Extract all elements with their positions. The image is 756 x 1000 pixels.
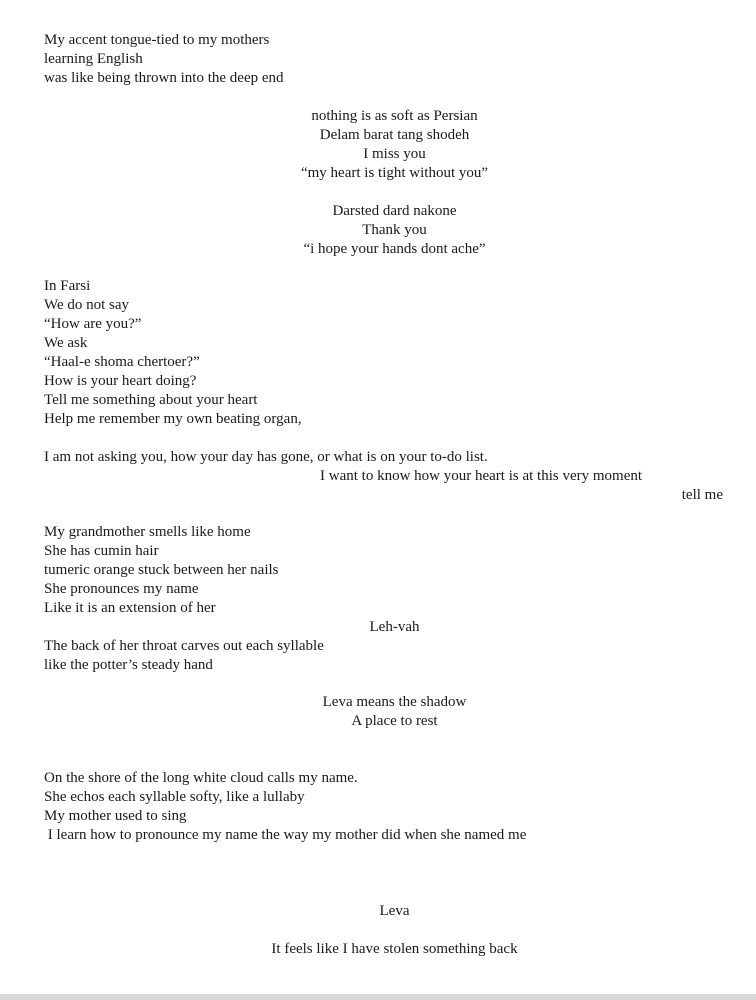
poem-line: “i hope your hands dont ache” — [303, 241, 486, 257]
page-bottom-edge — [0, 994, 756, 1000]
poem-line: I learn how to pronounce my name the way my mother did when she named me — [44, 827, 527, 843]
poem-line: learning English — [44, 51, 143, 67]
poem-line: My accent tongue-tied to my mothers — [44, 32, 270, 48]
poem-line: Tell me something about your heart — [44, 392, 258, 408]
poem-line: I miss you — [363, 146, 426, 162]
poem-line: How is your heart doing? — [44, 373, 197, 389]
poem-line: She has cumin hair — [44, 543, 159, 559]
poem-line: Leva means the shadow — [322, 694, 467, 710]
poem-line: She echos each syllable softy, like a lullaby — [44, 789, 305, 805]
poem-line: A place to rest — [351, 713, 438, 729]
poem-line: The back of her throat carves out each syllable — [44, 638, 324, 654]
poem-line: I am not asking you, how your day has gone, or what is on your to-do list. — [44, 449, 488, 465]
poem-line: In Farsi — [44, 278, 91, 294]
poem-line: tell me — [681, 487, 723, 503]
poem-line: My mother used to sing — [44, 808, 187, 824]
poem-line: like the potter’s steady hand — [44, 657, 213, 673]
poem-line: I want to know how your heart is at this very moment — [320, 468, 643, 484]
poem-line: It feels like I have stolen something back — [271, 941, 518, 957]
poem-line: My grandmother smells like home — [44, 524, 251, 540]
poem-line: Darsted dard nakone — [332, 203, 457, 219]
poem-line: Like it is an extension of her — [44, 600, 216, 616]
poem-line: nothing is as soft as Persian — [311, 108, 478, 124]
poem-line: She pronounces my name — [44, 581, 199, 597]
poem-line: tumeric orange stuck between her nails — [44, 562, 279, 578]
poem-line: We do not say — [44, 297, 130, 313]
poem-line: Help me remember my own beating organ, — [44, 411, 302, 427]
poem-line: Leva — [379, 903, 410, 919]
poem-line: On the shore of the long white cloud calls my name. — [44, 770, 358, 786]
poem-line: Leh-vah — [369, 619, 420, 635]
poem-line: Thank you — [362, 222, 427, 238]
poem-line: “Haal-e shoma chertoer?” — [44, 354, 200, 370]
poem-line: Delam barat tang shodeh — [319, 127, 470, 143]
poem-line: was like being thrown into the deep end — [44, 70, 284, 86]
poem-line: We ask — [44, 335, 88, 351]
poem-line: “How are you?” — [44, 316, 142, 332]
poem-line: “my heart is tight without you” — [300, 165, 489, 181]
